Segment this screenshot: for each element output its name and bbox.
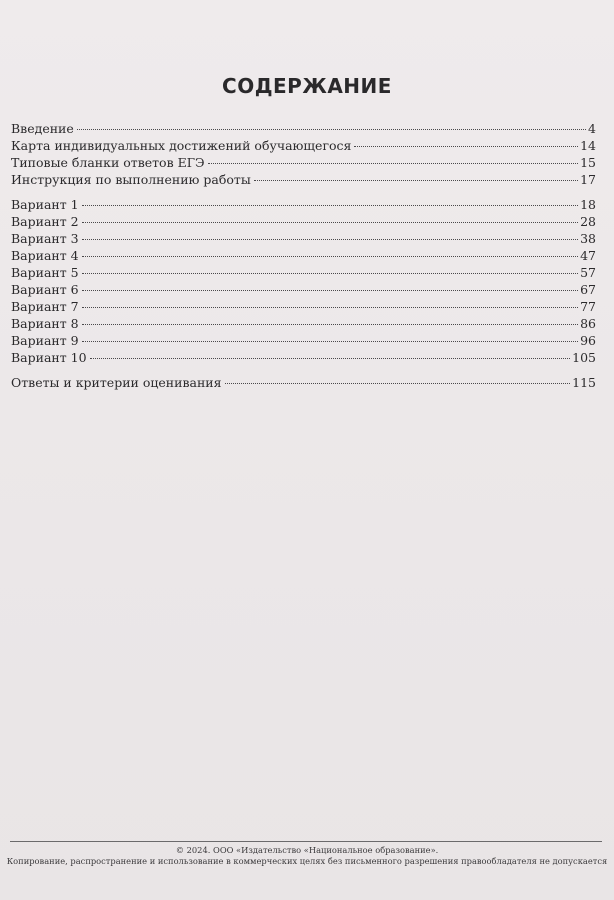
toc-entry-page-number: 38 (580, 231, 596, 246)
toc-entry-label: Ответы и критерии оценивания (11, 375, 222, 390)
toc-entry-label: Вариант 4 (11, 248, 79, 263)
toc-entry (11, 137, 596, 154)
toc-entry (11, 213, 596, 230)
toc-entry-page-number: 4 (588, 121, 596, 136)
dot-leader (82, 239, 578, 240)
dot-leader (82, 307, 578, 308)
toc-entry-page-number: 115 (572, 375, 596, 390)
dot-leader (354, 146, 578, 147)
toc-entry (11, 230, 596, 247)
toc-entry-label: Вариант 2 (11, 214, 79, 229)
table-of-contents (11, 120, 596, 391)
toc-entry-label: Вариант 5 (11, 265, 79, 280)
toc-entry-label: Типовые бланки ответов ЕГЭ (11, 155, 205, 170)
toc-entry (11, 171, 596, 188)
toc-entry-page-number: 47 (580, 248, 596, 263)
toc-entry-page-number: 86 (580, 316, 596, 331)
dot-leader (82, 290, 578, 291)
dot-leader (82, 205, 578, 206)
toc-group (11, 374, 596, 391)
toc-entry-page-number: 15 (580, 155, 596, 170)
dot-leader (82, 324, 578, 325)
toc-entry-label: Вариант 6 (11, 282, 79, 297)
toc-entry-page-number: 57 (580, 265, 596, 280)
toc-entry-label: Вариант 3 (11, 231, 79, 246)
toc-entry (11, 196, 596, 213)
toc-entry-page-number: 28 (580, 214, 596, 229)
toc-entry (11, 374, 596, 391)
toc-entry-page-number: 96 (580, 333, 596, 348)
dot-leader (82, 341, 578, 342)
toc-entry-page-number: 17 (580, 172, 596, 187)
toc-entry (11, 264, 596, 281)
footer-notice: Копирование, распространение и использование в коммерческих целях без письменного разрешения правообладателя не допускается (6, 856, 608, 866)
dot-leader (82, 256, 578, 257)
toc-entry-label: Карта индивидуальных достижений обучающегося (11, 138, 352, 153)
toc-entry-page-number: 18 (580, 197, 596, 212)
toc-entry-label: Введение (11, 121, 74, 136)
footer-copyright: © 2024. ООО «Издательство «Национальное образование». (175, 845, 439, 855)
toc-entry-label: Вариант 8 (11, 316, 79, 331)
toc-entry-page-number: 14 (580, 138, 596, 153)
toc-entry-label: Вариант 1 (11, 197, 79, 212)
toc-entry (11, 281, 596, 298)
toc-entry-page-number: 77 (580, 299, 596, 314)
dot-leader (254, 180, 578, 181)
toc-group (11, 196, 596, 366)
toc-entry (11, 315, 596, 332)
toc-entry (11, 120, 596, 137)
toc-entry-label: Инструкция по выполнению работы (11, 172, 251, 187)
dot-leader (225, 383, 571, 384)
page-title: СОДЕРЖАНИЕ (222, 74, 392, 98)
dot-leader (90, 358, 571, 359)
dot-leader (82, 222, 578, 223)
toc-entry (11, 298, 596, 315)
dot-leader (77, 129, 586, 130)
toc-entry-label: Вариант 10 (11, 350, 87, 365)
toc-entry-page-number: 67 (580, 282, 596, 297)
toc-entry (11, 154, 596, 171)
toc-entry-label: Вариант 9 (11, 333, 79, 348)
dot-leader (82, 273, 578, 274)
toc-group (11, 120, 596, 188)
toc-entry-label: Вариант 7 (11, 299, 79, 314)
toc-entry (11, 332, 596, 349)
toc-entry (11, 349, 596, 366)
toc-entry (11, 247, 596, 264)
footer-divider (10, 841, 602, 842)
toc-entry-page-number: 105 (572, 350, 596, 365)
dot-leader (208, 163, 579, 164)
